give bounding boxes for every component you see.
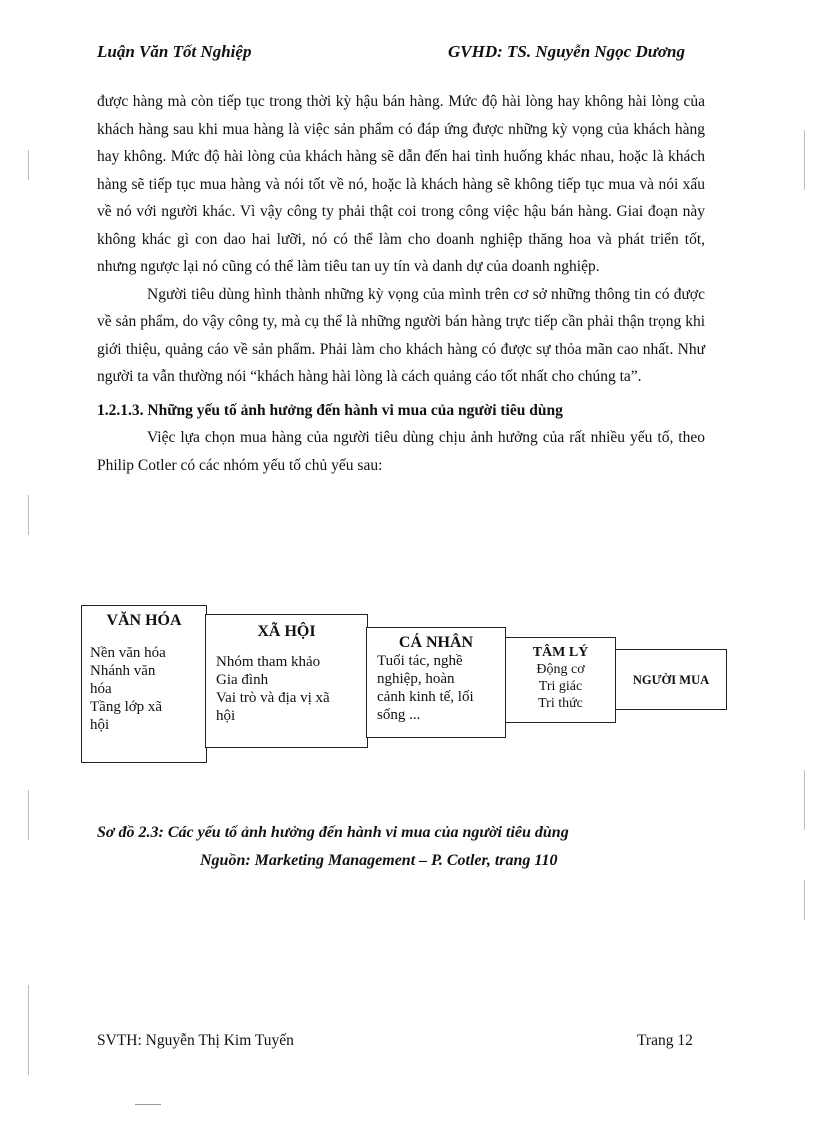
box-psychology-title: TÂM LÝ <box>532 645 589 660</box>
footer-page-number: Trang 12 <box>637 1032 693 1049</box>
box-personal-body: Tuổi tác, nghề nghiệp, hoàn cảnh kinh tế, lối sống ... <box>377 653 474 723</box>
box-society-body: Nhóm tham khảo Gia đình Vai trò và địa vị xã hội <box>216 654 330 724</box>
section-heading: 1.2.1.3. Những yếu tố ảnh hưởng đến hành vi mua của người tiêu dùng <box>97 401 563 419</box>
section-intro: Việc lựa chọn mua hàng của người tiêu dùng chịu ảnh hưởng của rất nhiều yếu tố, theo Philip Cotler có các nhóm yếu tố chủ yếu sau: <box>97 429 705 474</box>
box-personal-title: CÁ NHÂN <box>398 634 474 651</box>
scan-mark <box>28 150 29 180</box>
box-psychology-body: Động cơ Tri giác Tri thức <box>536 662 585 711</box>
header-advisor: GVHD: TS. Nguyễn Ngọc Dương <box>448 42 686 61</box>
box-culture-title: VĂN HÓA <box>106 612 182 629</box>
box-culture-body: Nền văn hóa Nhánh văn hóa Tầng lớp xã hội <box>90 645 166 733</box>
header-thesis-title: Luận Văn Tốt Nghiệp <box>97 42 252 61</box>
scan-mark <box>804 130 805 190</box>
box-society-title: XÃ HỘI <box>257 623 316 640</box>
box-buyer-title: NGƯỜI MUA <box>632 672 710 687</box>
box-buyer <box>615 649 727 710</box>
box-culture <box>81 605 207 763</box>
body-text <box>97 88 705 479</box>
box-society <box>205 614 368 748</box>
caption-figure: Sơ đồ 2.3: Các yếu tố ảnh hưởng đến hành vi mua của người tiêu dùng <box>97 824 569 841</box>
scan-mark <box>28 495 29 535</box>
scan-mark <box>804 880 805 920</box>
box-personal <box>366 627 506 738</box>
box-psychology <box>505 637 616 723</box>
footer-student: SVTH: Nguyễn Thị Kim Tuyến <box>97 1032 294 1049</box>
scan-mark <box>28 985 29 1075</box>
scan-mark <box>804 770 805 830</box>
scan-mark <box>28 790 29 840</box>
caption-source: Nguồn: Marketing Management – P. Cotler, trang 110 <box>200 852 558 869</box>
scan-mark <box>135 1104 161 1105</box>
paragraph-2: Người tiêu dùng hình thành những kỳ vọng của mình trên cơ sở những thông tin có được về sản phẩm, do vậy công ty, mà cụ thể là những người bán hàng trực tiếp cần phải thận trọng khi giới thiệu, quảng cáo về sản phẩm. Phải làm cho khách hàng có được sự thỏa mãn cao nhất. Như người ta vẫn thường nói “khách hàng hài lòng là cách quảng cáo tốt nhất cho chúng ta”. <box>97 285 705 385</box>
paragraph-1: được hàng mà còn tiếp tục trong thời kỳ hậu bán hàng. Mức độ hài lòng hay không hài lòng của khách hàng sau khi mua hàng là việc sản phẩm có đáp ứng được những kỳ vọng của khách hàng hay không. Mức độ hài lòng của khách hàng sẽ dẫn đến hai tình huống khác nhau, hoặc là khách hàng sẽ tiếp tục mua hàng và nói tốt về nó, hoặc là khách hàng sẽ không tiếp tục mua và nói xấu về nó với người khác. Vì vậy công ty phải thật coi trong công việc hậu bán hàng. Giai đoạn này không khác gì con dao hai lưỡi, nó có thể làm cho doanh nghiệp thăng hoa và phát triển tốt, nhưng ngược lại nó cũng có thể làm tiêu tan uy tín và danh dự của doanh nghiệp. <box>97 93 705 275</box>
